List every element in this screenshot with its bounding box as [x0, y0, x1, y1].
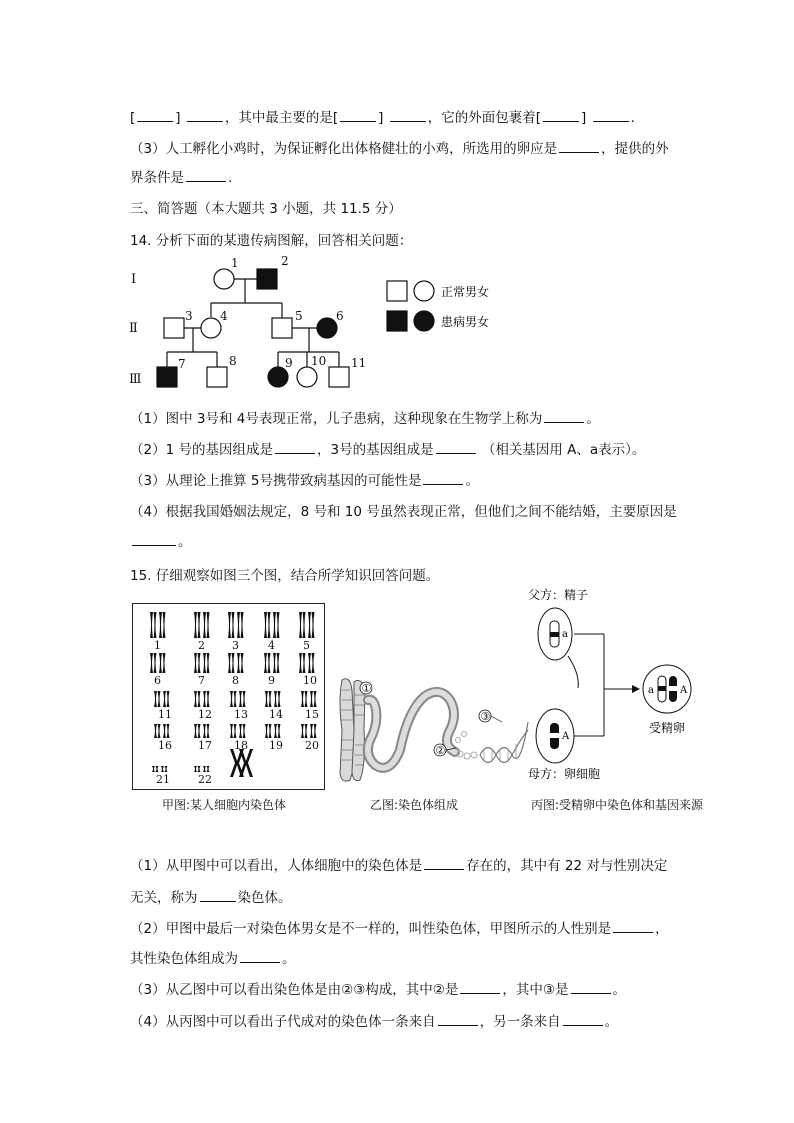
chromosome-number: 1: [154, 639, 161, 652]
chromosome-number: 7: [198, 674, 205, 687]
q13-3-cont: 界条件是 .: [130, 170, 233, 186]
chromosome-number: 22: [198, 773, 212, 786]
q15-2-cont: 其性染色体组成为 。: [130, 951, 296, 967]
ind-8: 8: [229, 354, 237, 368]
caption-yi: 乙图:染色体组成: [370, 798, 459, 812]
q15-4: （4）从丙图中可以看出子代成对的染色体一条来自 ，另一条来自 。: [130, 1014, 619, 1030]
legend-affected: 患病男女: [441, 315, 490, 329]
q15-1: （1）从甲图中可以看出，人体细胞中的染色体是 存在的，其中有 22 对与性别决定: [130, 858, 668, 874]
chromosome-number: 19: [269, 739, 283, 752]
ind-4: 4: [220, 309, 228, 323]
q14-1: （1）图中 3号和 4号表现正常，儿子患病，这种现象在生物学上称为 。: [130, 411, 600, 427]
chromosome-number: 11: [158, 708, 172, 721]
ind-1: 1: [231, 256, 239, 270]
ind-6: 6: [336, 309, 344, 323]
q15-title: 15. 仔细观察如图三个图，结合所学知识回答问题。: [130, 568, 440, 584]
gen-III: Ⅲ: [129, 372, 142, 387]
q14-2: （2）1 号的基因组成是 ，3号的基因组成是 （相关基因用 A、a表示）。: [130, 442, 646, 458]
zygote-label: 受精卵: [649, 721, 686, 735]
karyotype-figure: [132, 603, 326, 791]
mark-3: ③: [480, 710, 491, 723]
line-1: [ ] ，其中最主要的是[ ] ，它的外面包裹着[ ] .: [130, 110, 635, 126]
mother-label: 母方：卵细胞: [528, 767, 601, 781]
ind-11: 11: [351, 356, 367, 370]
chromosome-number: 20: [305, 739, 319, 752]
chromosome-number: 8: [232, 674, 239, 687]
ind-9: 9: [285, 356, 293, 370]
q14-3: （3）从理论上推算 5号携带致病基因的可能性是 。: [130, 473, 479, 489]
section-title: 三、简答题（本大题共 3 小题，共 11.5 分）: [130, 201, 402, 217]
gen-I: I: [131, 272, 137, 287]
gen-II: Ⅱ: [129, 321, 138, 336]
chromosome-number: 5: [303, 639, 310, 652]
q14-4: （4）根据我国婚姻法规定，8 号和 10 号虽然表现正常，但他们之间不能结婚，主要原因是: [130, 504, 677, 520]
legend-normal: 正常男女: [441, 285, 490, 299]
chromosome-number: 3: [232, 639, 239, 652]
chromosome-structure-figure: [330, 670, 530, 795]
chromosome-number: 2: [198, 639, 205, 652]
mark-1: ①: [361, 682, 372, 695]
chromosome-number: 18: [234, 739, 248, 752]
ind-7: 7: [178, 357, 186, 371]
q15-1-cont: 无关，称为 染色体。: [130, 890, 292, 906]
zygote-gene-A: A: [680, 685, 688, 696]
q15-3: （3）从乙图中可以看出染色体是由②③构成，其中②是 ，其中③是 。: [130, 982, 627, 998]
chromosome-number: 21: [156, 773, 170, 786]
ind-10: 10: [311, 354, 327, 368]
q14-4-cont: 。: [130, 530, 192, 550]
sperm-gene: a: [562, 629, 568, 640]
chromosome-number: 6: [154, 674, 161, 687]
chromosome-number: 17: [198, 739, 212, 752]
father-label: 父方：精子: [528, 588, 589, 602]
chromosome-number: 15: [305, 708, 319, 721]
chromosome-number: 16: [158, 739, 172, 752]
chromosome-number: 4: [268, 639, 275, 652]
ind-5: 5: [295, 309, 303, 323]
chromosome-number: 13: [234, 708, 248, 721]
chromosome-number: 14: [269, 708, 283, 721]
zygote-gene-a: a: [648, 685, 654, 696]
chromosome-number: 10: [303, 674, 317, 687]
egg-gene: A: [562, 731, 570, 742]
q13-3: （3）人工孵化小鸡时，为保证孵化出体格健壮的小鸡，所选用的卵应是 ，提供的外: [130, 141, 669, 157]
ind-2: 2: [281, 254, 289, 268]
chromosome-number: 9: [268, 674, 275, 687]
mark-2: ②: [435, 744, 446, 757]
q14-title: 14. 分析下面的某遗传病图解，回答相关问题：: [130, 233, 413, 249]
pedigree-chart: [125, 250, 525, 395]
caption-bing: 丙图:受精卵中染色体和基因来源: [531, 798, 704, 812]
ind-3: 3: [185, 309, 193, 323]
caption-jia: 甲图:某人细胞内染色体: [162, 798, 287, 812]
zygote-figure: [528, 586, 728, 786]
chromosome-number: 12: [198, 708, 212, 721]
q15-2: （2）甲图中最后一对染色体男女是不一样的，叫性染色体，甲图所示的人性别是 ，: [130, 921, 669, 937]
